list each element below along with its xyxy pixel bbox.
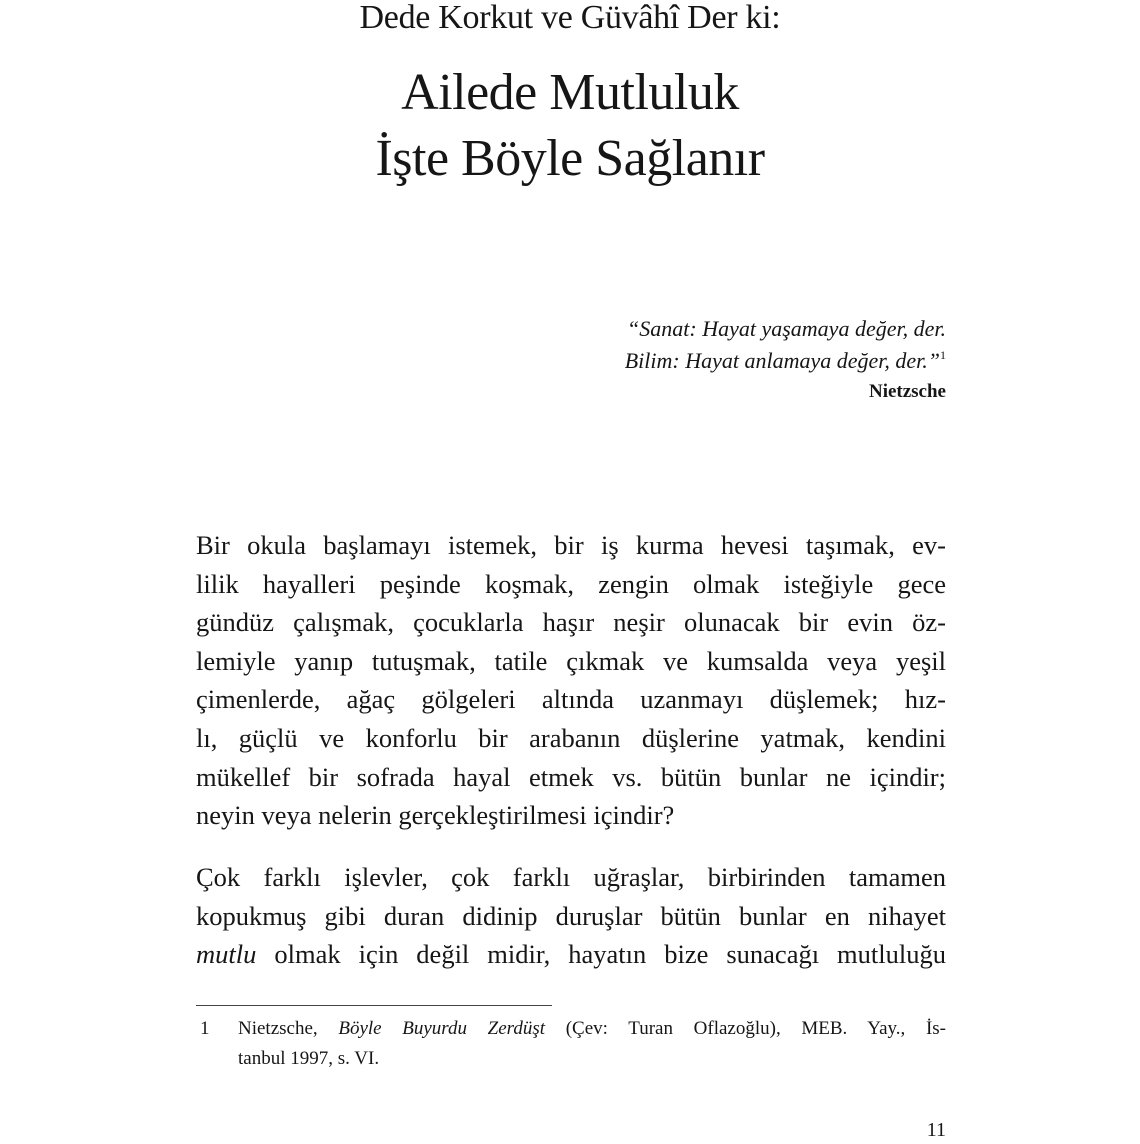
paragraph-2 bbox=[196, 858, 946, 974]
chapter-supertitle: Dede Korkut ve Güvâhî Der ki: bbox=[359, 0, 781, 36]
epigraph-line-2 bbox=[625, 345, 946, 377]
epigraph-line-1: “Sanat: Hayat yaşamaya değer, der. bbox=[627, 316, 946, 341]
chapter-title-line-2: İşte Böyle Sağlanır bbox=[375, 130, 765, 187]
epigraph-author: Nietzsche bbox=[868, 381, 946, 402]
footnote-divider bbox=[196, 1005, 552, 1006]
chapter-title bbox=[0, 60, 1140, 192]
text-fragment: olmak için değil midir, hayatın bize sunacağı mutluluğu bbox=[256, 939, 946, 970]
footnote bbox=[196, 1014, 946, 1074]
text-line: Çok farklı işlevler, çok farklı uğraşlar, birbirinden tamamen bbox=[196, 862, 946, 892]
text-line: Bir okula başlamayı istemek, bir iş kurma hevesi taşımak, ev- bbox=[196, 530, 946, 560]
text-line: neyin veya nelerin gerçekleştirilmesi içindir? bbox=[196, 800, 675, 831]
italic-word: mutlu bbox=[196, 939, 257, 970]
text-line: lemiyle yanıp tutuşmak, tatile çıkmak ve kumsalda veya yeşil bbox=[196, 645, 946, 676]
text-line: lı, güçlü ve konforlu bir arabanın düşlerine yatmak, kendini bbox=[196, 722, 946, 753]
paragraph-1 bbox=[196, 526, 946, 835]
footnote-book-title: Böyle Buyurdu Zerdüşt bbox=[338, 1018, 546, 1039]
footnote-line-2: tanbul 1997, s. VI. bbox=[238, 1048, 380, 1069]
epigraph-line-2-text: Bilim: Hayat anlamaya değer, der.” bbox=[624, 348, 940, 373]
chapter-title-line-1: Ailede Mutluluk bbox=[401, 64, 739, 121]
footnote-number: 1 bbox=[200, 1018, 210, 1039]
page-number: 11 bbox=[926, 1119, 946, 1141]
footnote-details-1: (Çev: Turan Oflazoğlu), MEB. Yay., İs- bbox=[545, 1018, 947, 1039]
footnote-author: Nietzsche, bbox=[238, 1018, 339, 1039]
footnote-reference: 1 bbox=[940, 348, 946, 362]
epigraph bbox=[625, 313, 946, 407]
footnote-line-1 bbox=[238, 1014, 946, 1044]
text-line: mükellef bir sofrada hayal etmek vs. bütün bunlar ne içindir; bbox=[196, 761, 946, 792]
text-line: lilik hayalleri peşinde koşmak, zengin olmak isteğiyle gece bbox=[196, 568, 946, 599]
text-line: çimenlerde, ağaç gölgeleri altında uzanmayı düşlemek; hız- bbox=[196, 684, 946, 715]
text-line: kopukmuş gibi duran didinip duruşlar bütün bunlar en nihayet bbox=[196, 900, 946, 931]
text-line: gündüz çalışmak, çocuklarla haşır neşir olunacak bir evin öz- bbox=[196, 607, 946, 638]
text-line bbox=[196, 935, 946, 974]
footnote-body bbox=[238, 1014, 946, 1074]
